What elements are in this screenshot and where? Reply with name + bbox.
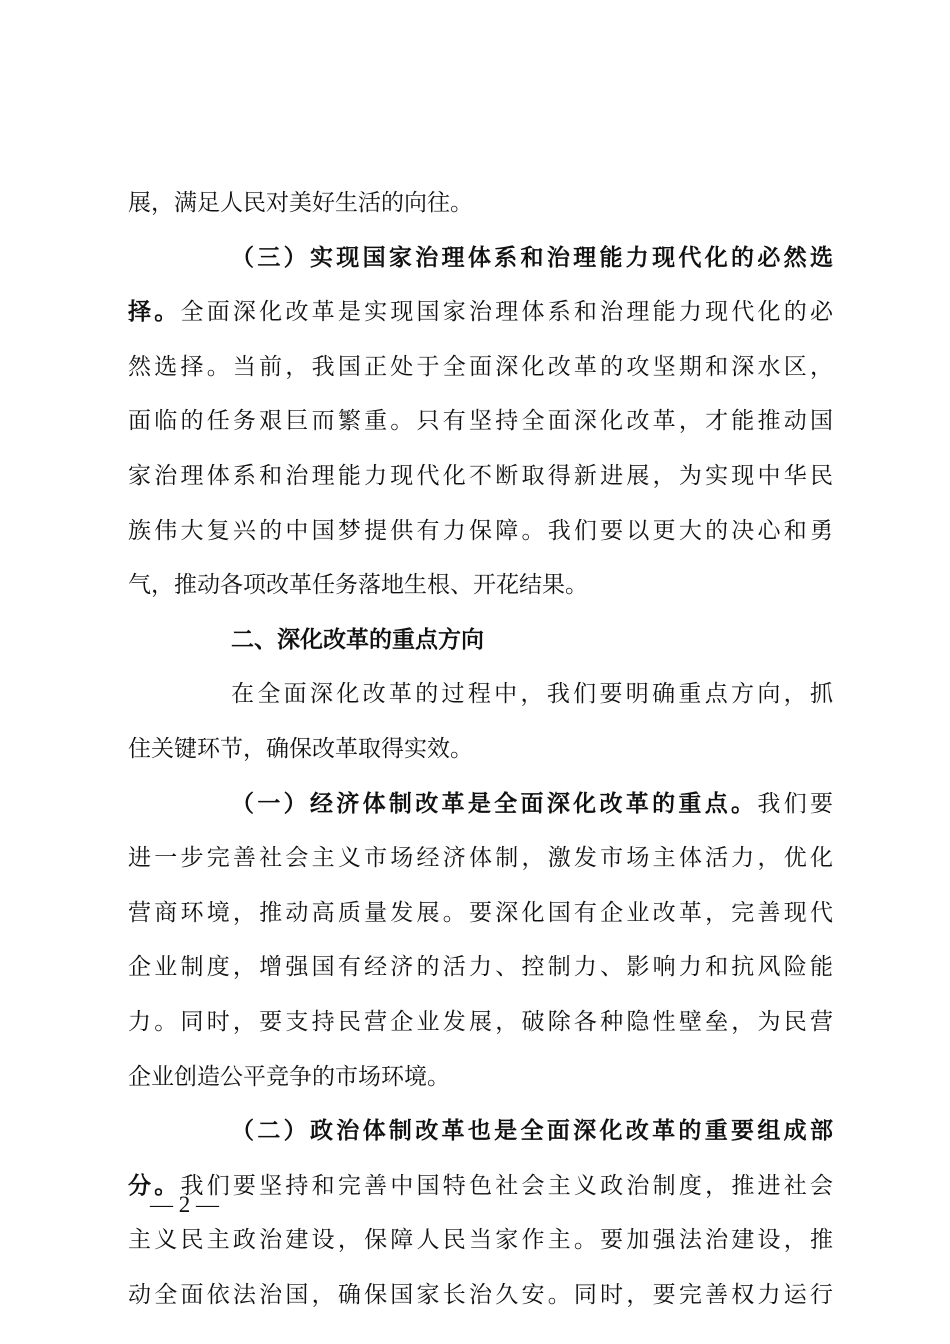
paragraph-text: 我们要坚持和完善中国特色社会主义政治制度，推进社会 [180,1172,834,1199]
paragraph-line: 在全面深化改革的过程中，我们要明确重点方向，抓 [231,681,833,708]
subheading-2-line1: （二）政治体制改革也是全面深化改革的重要组成部 [231,1117,833,1145]
subheading-2-line2: 分。 [128,1171,181,1199]
paragraph-text: 全面深化改革是实现国家治理体系和治理能力现代化的必 [180,299,834,326]
paragraph-line: 气，推动各项改革任务落地生根、开花结果。 [128,572,588,599]
paragraph-text: 我们要 [757,790,834,817]
subheading-1: （一）经济体制改革是全面深化改革的重点。 [231,789,758,817]
paragraph-line: 进一步完善社会主义市场经济体制，激发市场主体活力，优化 [128,845,833,872]
paragraph-line: 展，满足人民对美好生活的向往。 [128,190,473,216]
paragraph-line: 族伟大复兴的中国梦提供有力保障。我们要以更大的决心和勇 [128,517,833,544]
paragraph-line: 企业创造公平竞争的市场环境。 [128,1063,450,1090]
paragraph-line: 动全面依法治国，确保国家长治久安。同时，要完善权力运行 [128,1281,833,1308]
paragraph-line [128,777,833,832]
paragraph-line: 然选择。当前，我国正处于全面深化改革的攻坚期和深水区， [128,353,833,380]
paragraph-line: 住关键环节，确保改革取得实效。 [128,735,473,762]
paragraph-line: 企业制度，增强国有经济的活力、控制力、影响力和抗风险能 [128,954,833,981]
paragraph-line: 主义民主政治建设，保障人民当家作主。要加强法治建设，推 [128,1227,833,1254]
document-body [128,176,833,1322]
paragraph-line: 家治理体系和治理能力现代化不断取得新进展，为实现中华民 [128,462,833,489]
paragraph-line: 营商环境，推动高质量发展。要深化国有企业改革，完善现代 [128,899,833,926]
subheading-3-line1: （三）实现国家治理体系和治理能力现代化的必然选 [231,243,833,271]
paragraph-line [128,285,833,340]
section-heading: 二、深化改革的重点方向 [231,626,484,653]
page-number: — 2 — [150,1192,219,1217]
paragraph-line: 面临的任务艰巨而繁重。只有坚持全面深化改革，才能推动国 [128,408,833,435]
subheading-3-line2: 择。 [128,298,181,326]
paragraph-line [128,1159,833,1214]
paragraph-line: 力。同时，要支持民营企业发展，破除各种隐性壁垒，为民营 [128,1008,833,1035]
